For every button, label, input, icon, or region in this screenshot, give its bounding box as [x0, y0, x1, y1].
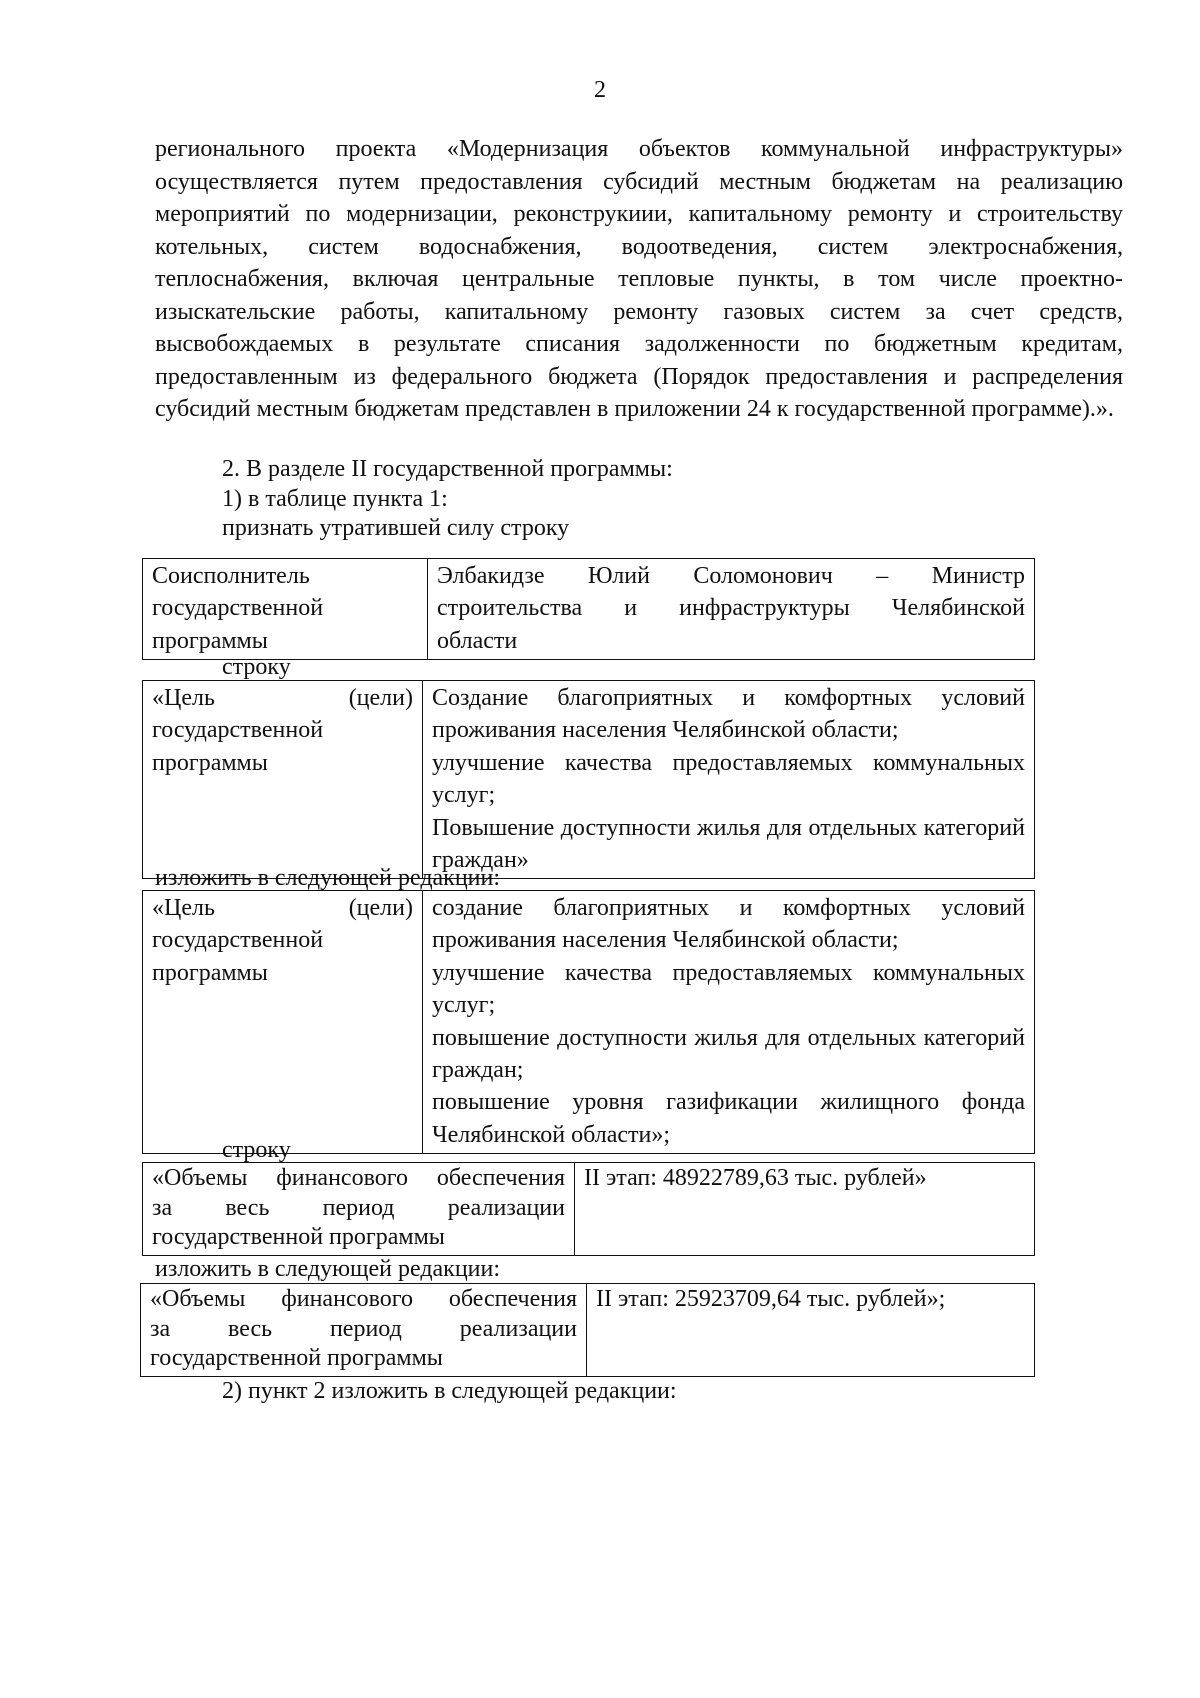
coexecutor-label-cell — [143, 559, 428, 660]
label-head-row — [152, 892, 413, 924]
goal-old-value-cell — [423, 681, 1035, 879]
table-row — [143, 559, 1035, 660]
goal-old-table — [142, 680, 1035, 879]
label-line: программы — [152, 749, 268, 776]
goal-new-table — [142, 890, 1035, 1154]
value-line: строительства и инфраструктуры Челябинской — [437, 595, 1025, 622]
table-row — [143, 681, 1035, 879]
stroku-label: строку — [222, 654, 291, 680]
label-line: государственной — [152, 717, 324, 744]
value-line: Элбакидзе Юлий Соломонович – Министр — [437, 563, 1025, 589]
finance-value: II этап: 25923709,64 тыс. рублей»; — [596, 1286, 946, 1312]
label-head-paren: (цели) — [348, 685, 413, 711]
item-2-2-heading: 2) пункт 2 изложить в следующей редакции: — [222, 1378, 677, 1404]
label-head: «Цель — [152, 895, 215, 921]
goal-item: Создание благоприятных и комфортных условий проживания населения Челябинской области; — [432, 685, 1025, 744]
coexecutor-table — [142, 558, 1035, 660]
goal-item: повышение доступности жилья для отдельных категорий граждан; — [432, 1024, 1025, 1084]
label-line: программы — [152, 959, 268, 986]
finance-old-table — [142, 1162, 1035, 1256]
value-line: области — [437, 627, 518, 654]
item-2-1-heading: 1) в таблице пункта 1: — [222, 486, 448, 512]
goal-old-label-cell — [143, 681, 423, 879]
finance-new-label-cell — [141, 1284, 587, 1377]
stroku-label: строку — [222, 1137, 291, 1163]
new-wording-label: изложить в следующей редакции: — [155, 865, 501, 891]
label-line: программы — [152, 627, 268, 654]
goal-item: Повышение доступности жилья для отдельных категорий граждан» — [432, 814, 1025, 874]
label-head-row — [152, 682, 413, 714]
label-line: государственной — [152, 927, 324, 954]
table-row — [143, 1163, 1035, 1256]
label-line: государственной программы — [152, 1224, 445, 1250]
goal-item: создание благоприятных и комфортных условий проживания населения Челябинской области; — [432, 895, 1025, 954]
finance-new-table — [140, 1283, 1035, 1377]
finance-new-value-cell — [587, 1284, 1035, 1377]
repeal-line: признать утратившей силу строку — [222, 515, 570, 541]
item-2-heading: 2. В разделе II государственной программы: — [222, 456, 673, 482]
table-row — [141, 1284, 1035, 1377]
goal-item: улучшение качества предоставляемых коммунальных услуг; — [432, 749, 1025, 809]
label-head: «Цель — [152, 685, 215, 711]
intro-paragraph: регионального проекта «Модернизация объектов коммунальной инфраструктуры» осуществляется путем предоставления субсидий местным бюджетам на реализацию мероприятий по модернизации, реконструкиии, капитальному ремонту и строительству котельных, систем водоснабжения, водоотведения, систем электроснабжения, теплоснабжения, включая центральные тепловые пункты, в том числе проектно-изыскательские работы, капитальному ремонту газовых систем за счет средств, высвобождаемых в результате списания задолженности по бюджетным кредитам, предоставленным из федерального бюджета (Порядок предоставления и распределения субсидий местным бюджетам представлен в приложении 24 к государственной программе).». — [155, 136, 1123, 422]
label-line: за весь период реализации — [150, 1315, 577, 1342]
coexecutor-value-cell — [428, 559, 1035, 660]
new-wording-label: изложить в следующей редакции: — [155, 1256, 501, 1282]
label-line: государственной программы — [150, 1345, 443, 1371]
goal-item: повышение уровня газификации жилищного фонда Челябинской области»; — [432, 1089, 1025, 1148]
label-line: государственной — [152, 595, 324, 622]
label-line: «Объемы финансового обеспечения — [150, 1286, 577, 1312]
label-line: «Объемы финансового обеспечения — [152, 1165, 565, 1191]
finance-old-label-cell — [143, 1163, 575, 1256]
label-line: за весь период реализации — [152, 1194, 565, 1221]
page-number: 2 — [594, 77, 606, 103]
table-row — [143, 891, 1035, 1154]
finance-old-value-cell — [575, 1163, 1035, 1256]
goal-item: улучшение качества предоставляемых коммунальных услуг; — [432, 959, 1025, 1019]
goal-new-label-cell — [143, 891, 423, 1154]
finance-value: II этап: 48922789,63 тыс. рублей» — [584, 1165, 927, 1191]
label-head-paren: (цели) — [348, 895, 413, 921]
label-line: Соисполнитель — [152, 563, 310, 589]
goal-new-value-cell — [423, 891, 1035, 1154]
